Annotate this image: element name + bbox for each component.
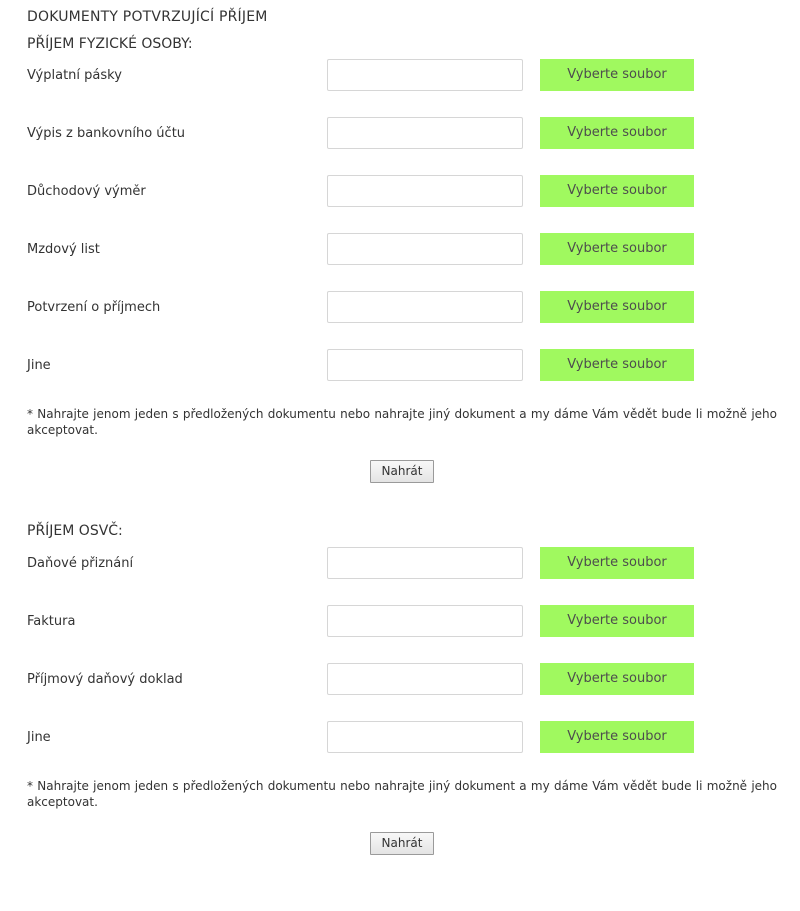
row-label: Mzdový list <box>27 242 100 257</box>
row-label: Jine <box>27 358 51 373</box>
row-label: Příjmový daňový doklad <box>27 672 183 687</box>
file-name-field[interactable] <box>327 721 523 753</box>
upload-row-other <box>27 721 727 755</box>
upload-row-bank-statement <box>27 117 727 151</box>
choose-file-button[interactable]: Vyberte soubor <box>540 605 694 637</box>
choose-file-button[interactable]: Vyberte soubor <box>540 547 694 579</box>
choose-file-button[interactable]: Vyberte soubor <box>540 349 694 381</box>
file-name-field[interactable] <box>327 291 523 323</box>
page-title: DOKUMENTY POTVRZUJÍCÍ PŘÍJEM <box>27 9 268 25</box>
upload-row-payslips <box>27 59 727 93</box>
upload-note: * Nahrajte jenom jeden s předložených dokumentu nebo nahrajte jiný dokument a my dáme Vám vědět bude li možně jeho akceptovat. <box>27 779 777 809</box>
file-name-field[interactable] <box>327 59 523 91</box>
choose-file-button[interactable]: Vyberte soubor <box>540 233 694 265</box>
row-label: Potvrzení o příjmech <box>27 300 161 315</box>
upload-button[interactable]: Nahrát <box>370 460 434 483</box>
upload-row-tax-return <box>27 547 727 581</box>
file-name-field[interactable] <box>327 349 523 381</box>
file-name-field[interactable] <box>327 117 523 149</box>
upload-button[interactable]: Nahrát <box>370 832 434 855</box>
row-label: Faktura <box>27 614 76 629</box>
row-label: Důchodový výměr <box>27 184 146 199</box>
upload-row-income-tax-receipt <box>27 663 727 697</box>
upload-row-invoice <box>27 605 727 639</box>
upload-row-payroll-sheet <box>27 233 727 267</box>
choose-file-button[interactable]: Vyberte soubor <box>540 291 694 323</box>
file-name-field[interactable] <box>327 175 523 207</box>
upload-row-pension-statement <box>27 175 727 209</box>
choose-file-button[interactable]: Vyberte soubor <box>540 117 694 149</box>
choose-file-button[interactable]: Vyberte soubor <box>540 175 694 207</box>
file-name-field[interactable] <box>327 605 523 637</box>
row-label: Daňové přiznání <box>27 556 134 571</box>
file-name-field[interactable] <box>327 663 523 695</box>
row-label: Výplatní pásky <box>27 68 122 83</box>
file-name-field[interactable] <box>327 547 523 579</box>
choose-file-button[interactable]: Vyberte soubor <box>540 721 694 753</box>
upload-note: * Nahrajte jenom jeden s předložených dokumentu nebo nahrajte jiný dokument a my dáme Vám vědět bude li možně jeho akceptovat. <box>27 407 777 437</box>
choose-file-button[interactable]: Vyberte soubor <box>540 663 694 695</box>
file-name-field[interactable] <box>327 233 523 265</box>
row-label: Výpis z bankovního účtu <box>27 126 186 141</box>
section-heading-self-employed: PŘÍJEM OSVČ: <box>27 523 123 539</box>
upload-row-other <box>27 349 727 383</box>
row-label: Jine <box>27 730 51 745</box>
section-heading-individual: PŘÍJEM FYZICKÉ OSOBY: <box>27 36 193 52</box>
upload-row-income-confirmation <box>27 291 727 325</box>
choose-file-button[interactable]: Vyberte soubor <box>540 59 694 91</box>
